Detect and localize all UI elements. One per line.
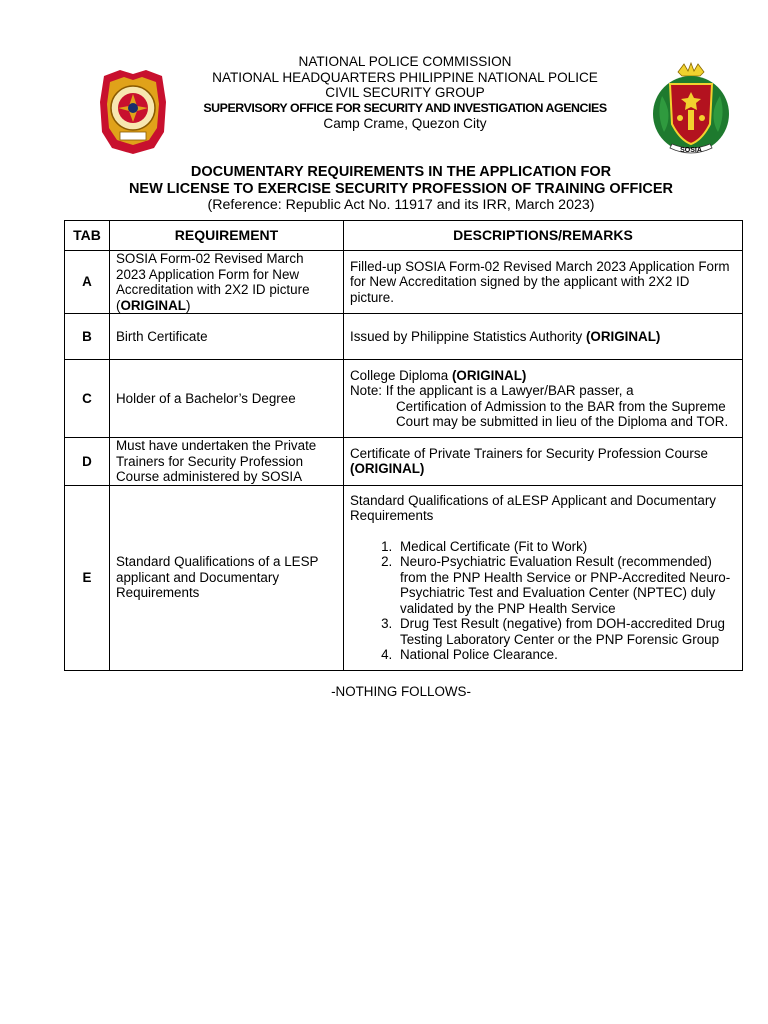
sosia-logo-text: SOSIA — [680, 147, 702, 154]
header-tab: TAB — [65, 221, 110, 251]
title-line-1: DOCUMENTARY REQUIREMENTS IN THE APPLICATION FOR — [190, 164, 612, 180]
qualifications-list — [350, 539, 736, 663]
description-text: Certificate of Private Trainers for Security Profession Course — [350, 445, 708, 461]
list-item: 1. Medical Certificate (Fit to Work) — [396, 539, 736, 555]
list-item: 4. National Police Clearance. — [396, 647, 736, 663]
table-row — [65, 438, 743, 486]
requirement-cell: Must have undertaken the Private Trainers for Security Profession Course administered by SOSIA — [110, 438, 344, 486]
original-tag: (ORIGINAL) — [451, 367, 527, 383]
pnp-logo-icon — [96, 62, 170, 156]
requirement-cell: Standard Qualifications of a LESP applicant and Documentary Requirements — [110, 485, 344, 670]
document-header — [180, 54, 630, 132]
table-header-row — [65, 221, 743, 251]
tab-cell: C — [65, 360, 110, 438]
header-line-headquarters: NATIONAL HEADQUARTERS PHILIPPINE NATIONAL POLICE — [212, 69, 598, 85]
tab-cell: E — [65, 485, 110, 670]
header-requirement: REQUIREMENT — [110, 221, 344, 251]
note-first-line: Note: If the applicant is a Lawyer/BAR passer, a — [350, 383, 634, 398]
description-text: Issued by Philippine Statistics Authority — [350, 328, 586, 344]
list-item: 3. Drug Test Result (negative) from DOH-accredited Drug Testing Laboratory Center or the PNP Forensic Group — [396, 616, 736, 647]
requirements-table — [64, 220, 743, 671]
qualifications-intro: Standard Qualifications of aLESP Applicant and Documentary Requirements — [350, 492, 716, 523]
sosia-logo-icon — [650, 62, 732, 160]
requirement-cell: Birth Certificate — [110, 314, 344, 360]
document-title — [64, 164, 738, 198]
original-tag: (ORIGINAL) — [585, 328, 661, 344]
table-row — [65, 251, 743, 314]
description-cell — [344, 360, 743, 438]
title-line-2: NEW LICENSE TO EXERCISE SECURITY PROFESSION OF TRAINING OFFICER — [128, 181, 674, 197]
note-continuation: Certification of Admission to the BAR from the Supreme Court may be submitted in lieu of the Diploma and TOR. — [396, 398, 729, 429]
description-text: College Diploma — [350, 367, 452, 383]
requirement-cell: Holder of a Bachelor’s Degree — [110, 360, 344, 438]
description-cell — [344, 438, 743, 486]
requirement-text: SOSIA Form-02 Revised March 2023 Application Form for New Accreditation with 2X2 ID picture ( — [116, 251, 310, 313]
list-item: 2. Neuro-Psychiatric Evaluation Result (recommended) from the PNP Health Service or PNP-Accredited Neuro-Psychiatric Test and Evaluation Center (NPTEC) duly validated by the PNP Health Service — [396, 554, 736, 616]
description-cell — [344, 314, 743, 360]
description-cell — [344, 485, 743, 670]
original-tag: ORIGINAL — [120, 297, 186, 313]
table-row — [65, 360, 743, 438]
original-tag: (ORIGINAL) — [350, 461, 425, 477]
nothing-follows-footer: -NOTHING FOLLOWS- — [331, 684, 471, 699]
header-line-commission: NATIONAL POLICE COMMISSION — [298, 54, 512, 69]
requirement-cell — [110, 251, 344, 314]
tab-cell: B — [65, 314, 110, 360]
requirement-text-end: ) — [185, 297, 191, 313]
header-descriptions: DESCRIPTIONS/REMARKS — [344, 221, 743, 251]
header-line-group: CIVIL SECURITY GROUP — [325, 85, 485, 100]
header-line-office: SUPERVISORY OFFICE FOR SECURITY AND INVESTIGATION AGENCIES — [203, 100, 607, 115]
reference-line: (Reference: Republic Act No. 11917 and its IRR, March 2023) — [207, 197, 595, 213]
table-row — [65, 314, 743, 360]
table-row — [65, 485, 743, 670]
header-line-location: Camp Crame, Quezon City — [323, 116, 487, 131]
tab-cell: D — [65, 438, 110, 486]
description-cell: Filled-up SOSIA Form-02 Revised March 2023 Application Form for New Accreditation signed by the applicant with 2X2 ID picture. — [344, 251, 743, 314]
tab-cell: A — [65, 251, 110, 314]
